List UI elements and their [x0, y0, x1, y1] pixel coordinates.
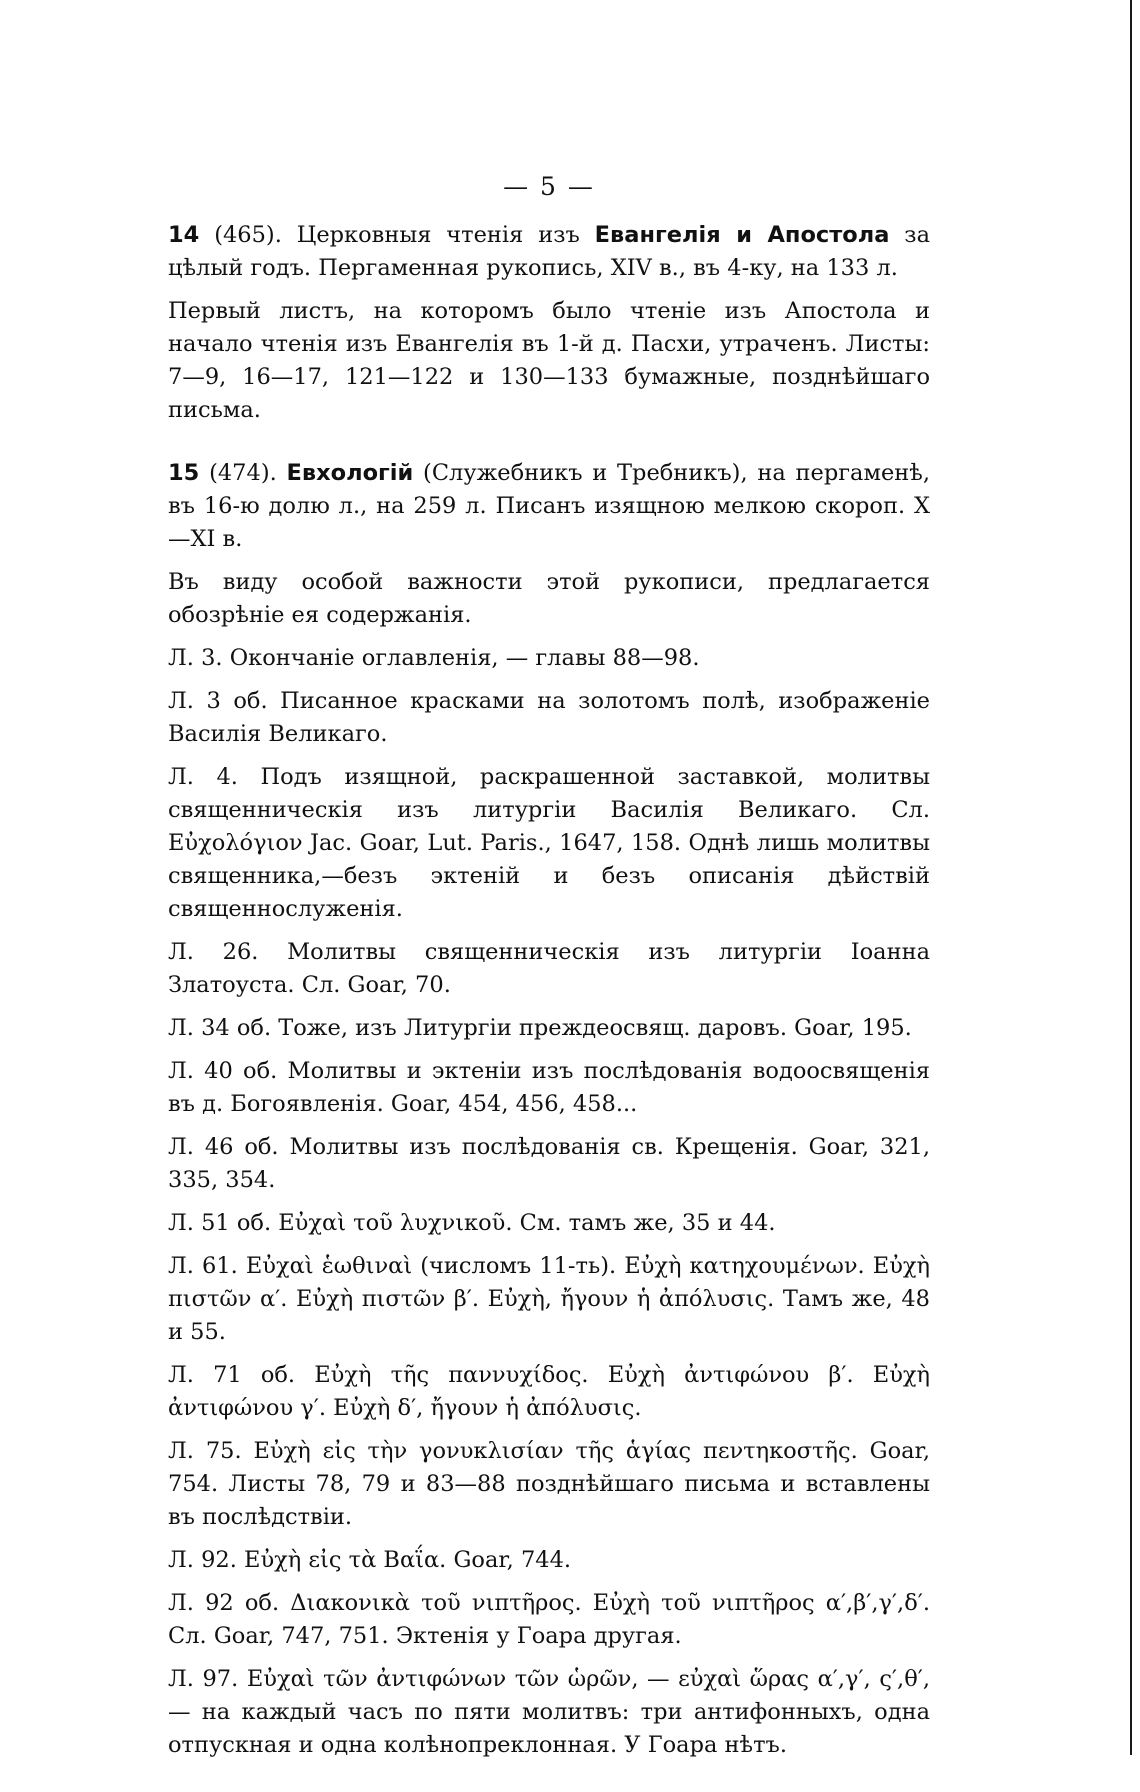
paragraph: Л. 71 об. Εὐχὴ τῆς παννυχίδος. Εὐχὴ ἀντιφώνου β′. Εὐχὴ ἀντιφώνου γ′. Εὐχὴ δ′, ἤγουν ἡ ἀπόλυσις. [168, 1362, 930, 1421]
document-page [168, 172, 930, 1792]
paragraph: Л. 3. Окончаніе оглавленія, — главы 88—98. [168, 645, 700, 671]
paragraph: Л. 97. Εὐχαὶ τῶν ἀντιφώνων τῶν ὡρῶν, — εὐχαὶ ὥρας α′,γ′, ς′,θ′, — на каждый часъ по пяти молитвъ: три антифонныхъ, одна отпускная и одна колѣнопреклонная. У Гоара нѣтъ. [168, 1666, 930, 1758]
entry-heading-rest: за цѣлый годъ. Пергаменная рукопись, XIV в., въ 4-ку, на 133 л. [168, 222, 930, 281]
paragraph: Л. 92 об. Διακονικὰ τοῦ νιπτῆρος. Εὐχὴ τοῦ νιπτῆρος α′,β′,γ′,δ′. Сл. Goar, 747, 751. Эктенія у Гоара другая. [168, 1590, 930, 1649]
entry-heading-lead: (474). [209, 460, 287, 486]
entry-number: 14 [168, 222, 200, 248]
paragraph: Л. 75. Εὐχὴ εἰς τὴν γονυκλισίαν τῆς ἁγίας πεντηκοστῆς. Goar, 754. Листы 78, 79 и 83—88 позднѣйшаго письма и вставлены въ послѣдствіи. [168, 1438, 930, 1530]
entry-number: 15 [168, 460, 200, 486]
entry-title: Евхологій [286, 460, 414, 486]
paragraph: Л. 4. Подъ изящной, раскрашенной заставкой, молитвы священническія изъ литургіи Василія Великаго. Сл. Εὐχολόγιον Jac. Goar, Lut. Paris., 1647, 158. Однѣ лишь молитвы священника,—безъ эктеній и безъ описанія дѣйствій священнослуженія. [168, 764, 930, 922]
paragraph: Л. 92. Εὐχὴ εἰς τὰ Βαΐα. Goar, 744. [168, 1547, 572, 1573]
paragraph: Л. 51 об. Εὐχαὶ τοῦ λυχνικοῦ. См. тамъ же, 35 и 44. [168, 1210, 776, 1236]
paragraph: Первый листъ, на которомъ было чтеніе изъ Апостола и начало чтенія изъ Евангелія въ 1-й д. Пасхи, утраченъ. Листы: 7—9, 16—17, 121—122 и 130—133 бумажные, позднѣйшаго письма. [168, 298, 930, 423]
paragraph: Л. 61. Εὐχαὶ ἑωθιναὶ (числомъ 11-ть). Εὐχὴ κατηχουμένων. Εὐχὴ πιστῶν α′. Εὐχὴ πιστῶν β′. Εὐχὴ, ἤγουν ἡ ἀπόλυσις. Тамъ же, 48 и 55. [168, 1253, 930, 1345]
paragraph: Л. 3 об. Писанное красками на золотомъ полѣ, изображеніе Василія Великаго. [168, 688, 930, 747]
page-number: — 5 — [503, 172, 595, 201]
entry-title: Евангелія и Апостола [594, 222, 890, 248]
paragraph: Л. 26. Молитвы священническія изъ литургіи Іоанна Златоуста. Сл. Goar, 70. [168, 939, 930, 998]
entry-15-heading [168, 457, 930, 556]
entry-14 [168, 219, 930, 427]
paragraph: Л. 34 об. Тоже, изъ Литургіи преждеосвящ. даровъ. Goar, 195. [168, 1015, 912, 1041]
paragraph: Л. 46 об. Молитвы изъ послѣдованія св. Крещенія. Goar, 321, 335, 354. [168, 1134, 930, 1193]
paragraph: Л. 40 об. Молитвы и эктеніи изъ послѣдованія водоосвященія въ д. Богоявленія. Goar, 454, 456, 458... [168, 1058, 930, 1117]
entry-heading-lead: (465). Церковныя чтенія изъ [214, 222, 595, 248]
entry-heading-rest: (Служебникъ и Требникъ), на пергаменѣ, въ 16-ю долю л., на 259 л. Писанъ изящною мелкою скороп. X—XI в. [168, 460, 931, 552]
entry-15 [168, 457, 930, 1762]
page-edge-line [1130, 0, 1132, 1755]
paragraph: Въ виду особой важности этой рукописи, предлагается обозрѣніе ея содержанія. [168, 569, 930, 628]
entry-14-heading [168, 219, 930, 285]
